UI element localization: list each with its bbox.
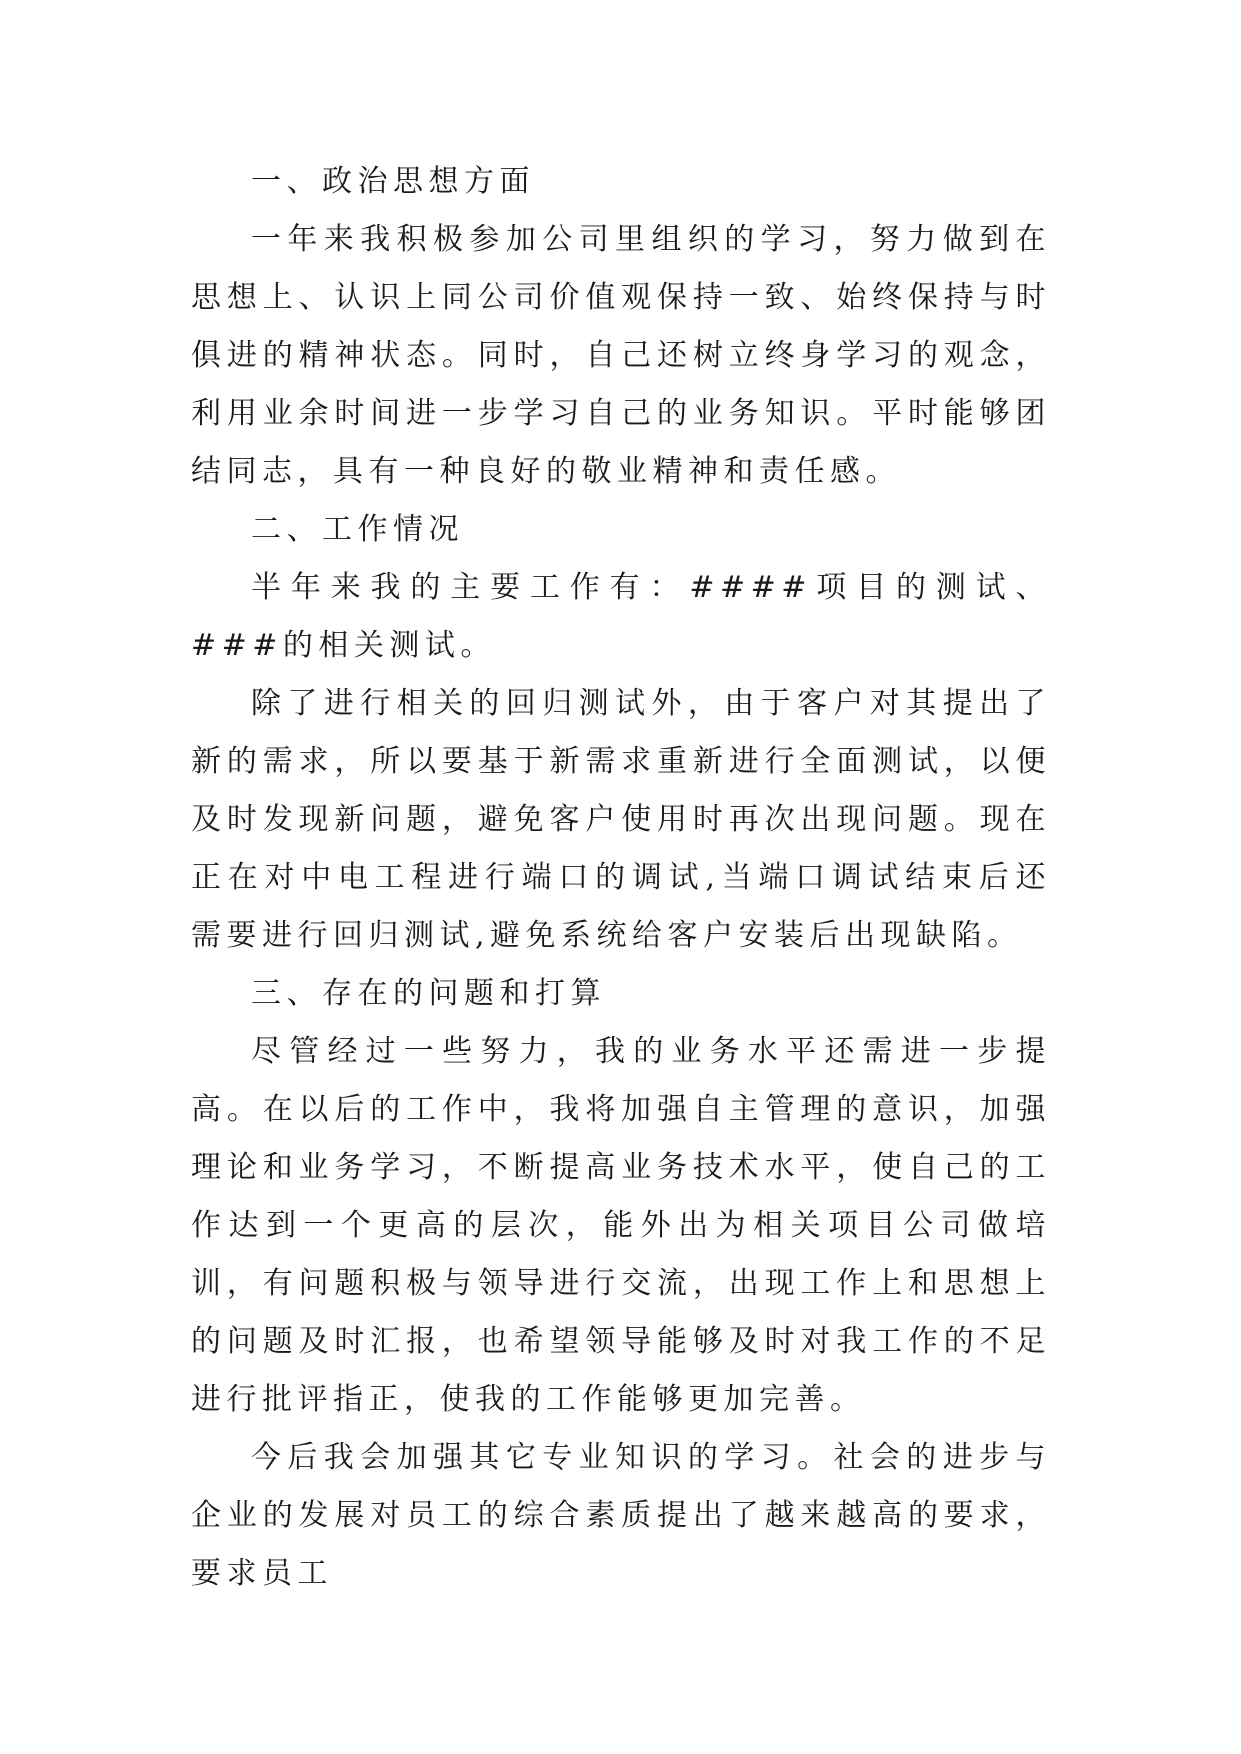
paragraph-political-thought: 一年来我积极参加公司里组织的学习，努力做到在思想上、认识上同公司价值观保持一致、始终保持与时俱进的精神状态。同时，自己还树立终身学习的观念，利用业余时间进一步学习自己的业务知识。平时能够团结同志，具有一种良好的敬业精神和责任感。 (191, 222, 1051, 489)
document-body (191, 153, 1051, 1603)
paragraph-improvement: 尽管经过一些努力，我的业务水平还需进一步提高。在以后的工作中，我将加强自主管理的意识，加强理论和业务学习，不断提高业务技术水平，使自己的工作达到一个更高的层次，能外出为相关项目公司做培训，有问题积极与领导进行交流，出现工作上和思想上的问题及时汇报，也希望领导能够及时对我工作的不足进行批评指正，使我的工作能够更加完善。 (191, 1034, 1051, 1417)
paragraph-main-work: 半年来我的主要工作有：####项目的测试、###的相关测试。 (191, 570, 1051, 663)
section-heading-problems-plans: 三、存在的问题和打算 (251, 976, 606, 1011)
section-heading-political-thought: 一、政治思想方面 (251, 164, 535, 199)
paragraph-regression-testing: 除了进行相关的回归测试外，由于客户对其提出了新的需求，所以要基于新需求重新进行全面测试，以便及时发现新问题，避免客户使用时再次出现问题。现在正在对中电工程进行端口的调试,当端口调试结束后还需要进行回归测试,避免系统给客户安装后出现缺陷。 (191, 686, 1051, 953)
section-heading-work-status: 二、工作情况 (251, 512, 464, 547)
paragraph-future-learning: 今后我会加强其它专业知识的学习。社会的进步与企业的发展对员工的综合素质提出了越来越高的要求，要求员工 (191, 1440, 1051, 1591)
